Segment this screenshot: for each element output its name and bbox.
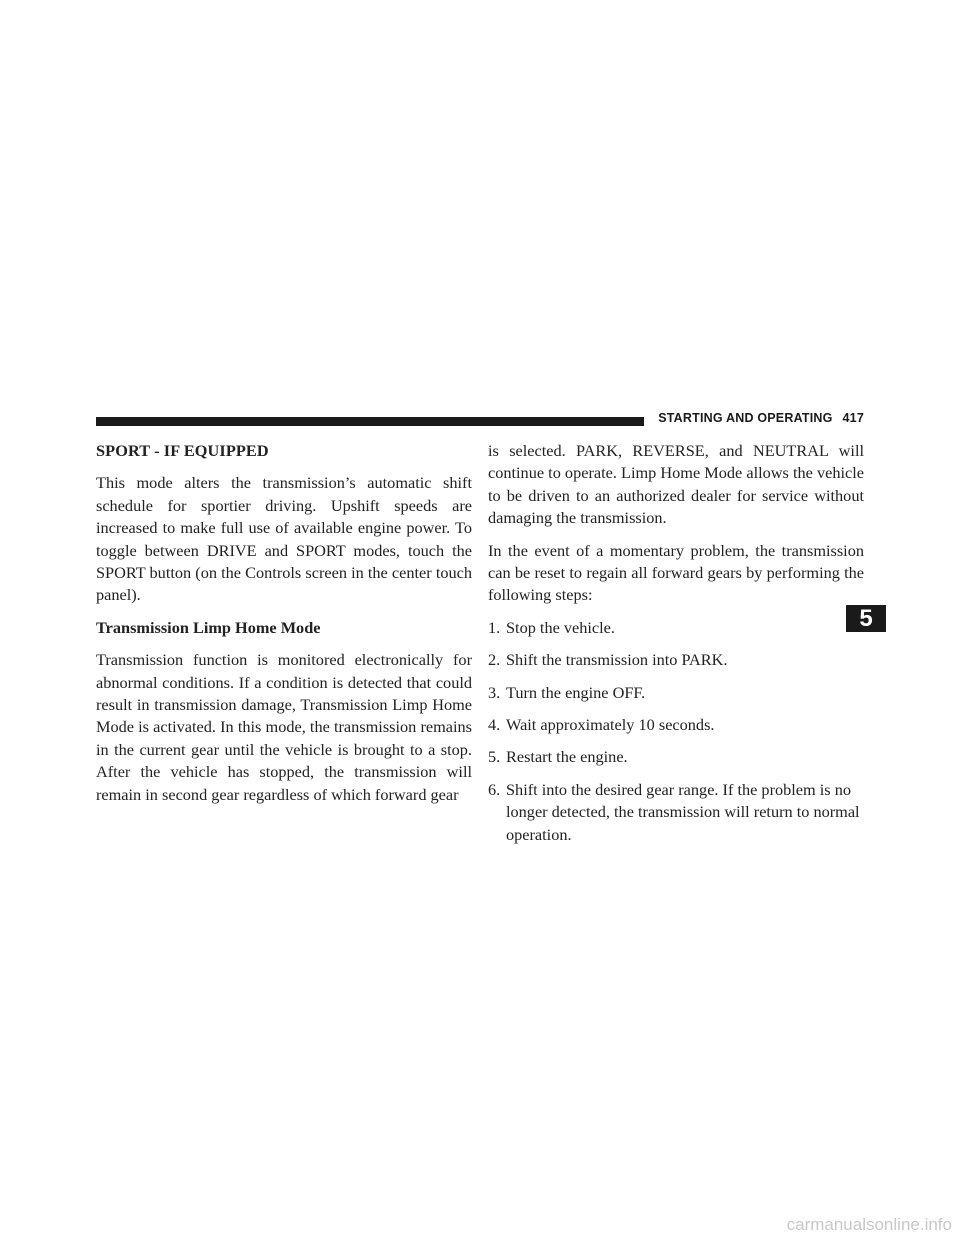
header-section-title: STARTING AND OPERATING [658,411,833,425]
list-item [488,682,864,704]
reset-paragraph: In the event of a momentary problem, the transmission can be reset to regain all forward gears by performing the following steps: [488,540,864,605]
step-number: 5. [488,747,501,767]
step-number: 1. [488,617,501,637]
left-column [96,440,472,806]
step-text: Shift the transmission into PARK. [506,650,728,670]
step-text: Shift into the desired gear range. If the problem is no longer detected, the transmission will return to normal operation. [506,779,860,844]
list-item [488,779,864,846]
step-text: Wait approximately 10 seconds. [506,715,715,735]
list-item [488,746,864,768]
step-text: Turn the engine OFF. [506,682,646,702]
sport-heading: SPORT - IF EQUIPPED [96,441,269,460]
step-text: Restart the engine. [506,747,628,767]
running-header [658,411,864,425]
page-number: 417 [842,411,864,425]
step-text: Stop the vehicle. [506,617,615,637]
limp-home-paragraph: Transmission function is monitored electronically for abnormal conditions. If a condition is detected that could result in transmission damage, Transmission Limp Home Mode is activated. In this mode, the transmission remains in the current gear until the vehicle is brought to a stop. After the vehicle has stopped, the transmission will remain in second gear regardless of which forward gear [96,650,472,804]
sport-paragraph: This mode alters the transmission’s automatic shift schedule for sportier driving. Upshift speeds are increased to make full use of available engine power. To toggle between DRIVE and SPORT modes, touch the SPORT button (on the Controls screen in the center touch panel). [96,473,472,605]
step-number: 2. [488,650,501,670]
step-number: 4. [488,715,501,735]
chapter-tab: 5 [846,605,886,632]
step-number: 3. [488,682,501,702]
right-column [488,440,864,856]
continued-paragraph: is selected. PARK, REVERSE, and NEUTRAL will continue to operate. Limp Home Mode allows the vehicle to be driven to an authorized dealer for service without damaging the transmission. [488,441,864,528]
reset-steps-list [488,617,864,846]
list-item [488,617,864,639]
list-item [488,714,864,736]
list-item [488,649,864,671]
step-number: 6. [488,779,501,799]
watermark: carmanualsonline.info [786,1215,952,1234]
header-rule [96,417,644,426]
limp-home-heading: Transmission Limp Home Mode [96,617,321,637]
